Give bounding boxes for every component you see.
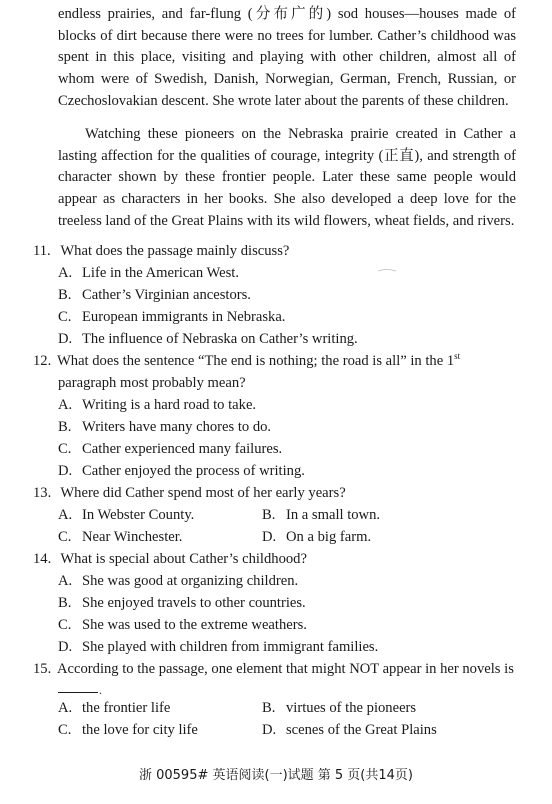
question-text: Where did Cather spend most of her early years? bbox=[60, 485, 346, 501]
option-14d[interactable]: D. She played with children from immigrant families. bbox=[58, 639, 379, 655]
option-13d[interactable]: D. On a big farm. bbox=[262, 529, 372, 545]
option-11b[interactable]: B. Cather’s Virginian ancestors. bbox=[58, 287, 251, 303]
question-text: What does the sentence “The end is nothing; the road is all” in the 1 bbox=[57, 353, 455, 369]
question-15 bbox=[33, 659, 523, 681]
blank-period: . bbox=[99, 683, 102, 697]
option-11d[interactable]: D. The influence of Nebraska on Cather’s writing. bbox=[58, 331, 358, 347]
option-14a[interactable]: A. She was good at organizing children. bbox=[58, 573, 299, 589]
question-number: 11. bbox=[33, 243, 51, 259]
question-number: 14. bbox=[33, 551, 52, 567]
question-number: 15. bbox=[33, 661, 52, 677]
option-11a[interactable]: A. Life in the American West. bbox=[58, 265, 240, 281]
question-14 bbox=[33, 549, 523, 571]
question-number: 13. bbox=[33, 485, 52, 501]
option-15b[interactable]: B. virtues of the pioneers bbox=[262, 700, 417, 716]
option-15d[interactable]: D. scenes of the Great Plains bbox=[262, 722, 437, 738]
option-14c[interactable]: C. She was used to the extreme weathers. bbox=[58, 617, 307, 633]
passage-paragraph-2: Watching these pioneers on the Nebraska prairie created in Cather a lasting affection for the qualities of courage, integrity (正直), and strength of character shown by these frontier people. Later these same people would appear as characters in her books. She also developed a deep love for the treeless land of the Great Plains with its wild flowers, wheat fields, and rivers. bbox=[58, 126, 516, 229]
option-15c[interactable]: C. the love for city life bbox=[58, 722, 198, 738]
question-12 bbox=[33, 351, 523, 373]
question-12-continued: paragraph most probably mean? bbox=[58, 375, 246, 391]
answer-blank bbox=[58, 692, 98, 693]
option-12a[interactable]: A. Writing is a hard road to take. bbox=[58, 397, 257, 413]
option-13b[interactable]: B. In a small town. bbox=[262, 507, 381, 523]
superscript: st bbox=[454, 351, 461, 362]
question-text: What does the passage mainly discuss? bbox=[60, 243, 290, 259]
option-12c[interactable]: C. Cather experienced many failures. bbox=[58, 441, 283, 457]
option-13c[interactable]: C. Near Winchester. bbox=[58, 529, 183, 545]
question-13 bbox=[33, 483, 523, 505]
question-text: According to the passage, one element that might NOT appear in her novels is bbox=[57, 661, 514, 677]
page-footer: 浙 00595# 英语阅读(一)试题 第 5 页(共14页) bbox=[138, 768, 413, 783]
question-number: 12. bbox=[33, 353, 52, 369]
passage-paragraph-1: endless prairies, and far-flung (分布广的) sod houses—houses made of blocks of dirt because there were no trees for lumber. Cather’s childhood was spent in this place, visiting and playing with other children, almost all of whom were of Swedish, Danish, Norwegian, German, French, Russian, or Czechoslovakian descent. She wrote later about the parents of these children. bbox=[58, 6, 516, 109]
stray-pen-mark bbox=[378, 268, 396, 272]
question-text: What is special about Cather’s childhood? bbox=[60, 551, 307, 567]
option-12b[interactable]: B. Writers have many chores to do. bbox=[58, 419, 272, 435]
question-11 bbox=[33, 241, 523, 263]
option-12d[interactable]: D. Cather enjoyed the process of writing. bbox=[58, 463, 305, 479]
option-11c[interactable]: C. European immigrants in Nebraska. bbox=[58, 309, 286, 325]
option-13a[interactable]: A. In Webster County. bbox=[58, 507, 195, 523]
option-14b[interactable]: B. She enjoyed travels to other countries. bbox=[58, 595, 306, 611]
option-15a[interactable]: A. the frontier life bbox=[58, 700, 171, 716]
